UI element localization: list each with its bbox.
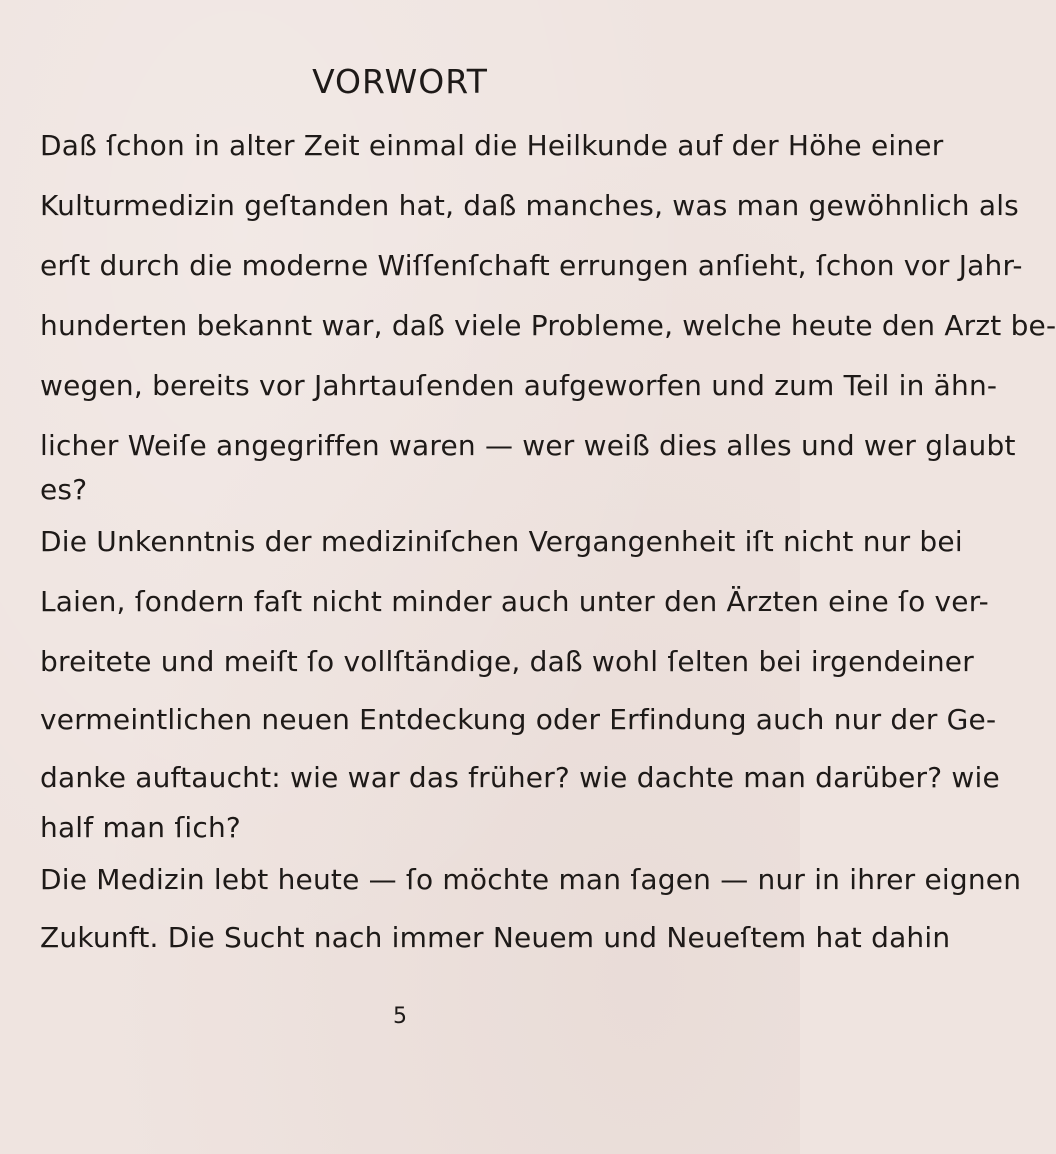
text-line: Die Medizin lebt heute — ſo möchte man ſagen — nur in ihrer eignen	[40, 863, 1022, 896]
text-line: vermeintlichen neuen Entdeckung oder Erfindung auch nur der Ge-	[40, 703, 997, 736]
text-line: erſt durch die moderne Wiſſenſchaft errungen anſieht, ſchon vor Jahr-	[40, 249, 1023, 282]
text-line: breitete und meiſt ſo vollſtändige, daß wohl ſelten bei irgendeiner	[40, 645, 974, 678]
text-line: es?	[40, 473, 88, 506]
page-number: 5	[393, 1004, 407, 1029]
text-line: wegen, bereits vor Jahrtauſenden aufgeworfen und zum Teil in ähn-	[40, 369, 998, 402]
text-line: Die Unkenntnis der mediziniſchen Vergangenheit iſt nicht nur bei	[40, 525, 963, 558]
text-line: half man ſich?	[40, 811, 241, 844]
text-line: Kulturmedizin geſtanden hat, daß manches, was man gewöhnlich als	[40, 189, 1019, 222]
text-line: Laien, ſondern faſt nicht minder auch unter den Ärzten eine ſo ver-	[40, 585, 989, 618]
text-line: licher Weiſe angegriffen waren — wer weiß dies alles und wer glaubt	[40, 429, 1016, 462]
text-line: hunderten bekannt war, daß viele Probleme, welche heute den Arzt be-	[40, 309, 1056, 342]
text-line: danke auftaucht: wie war das früher? wie dachte man darüber? wie	[40, 761, 1000, 794]
page-title: VORWORT	[312, 62, 488, 101]
text-line: Daß ſchon in alter Zeit einmal die Heilkunde auf der Höhe einer	[40, 129, 944, 162]
text-line: Zukunft. Die Sucht nach immer Neuem und Neueſtem hat dahin	[40, 921, 951, 954]
